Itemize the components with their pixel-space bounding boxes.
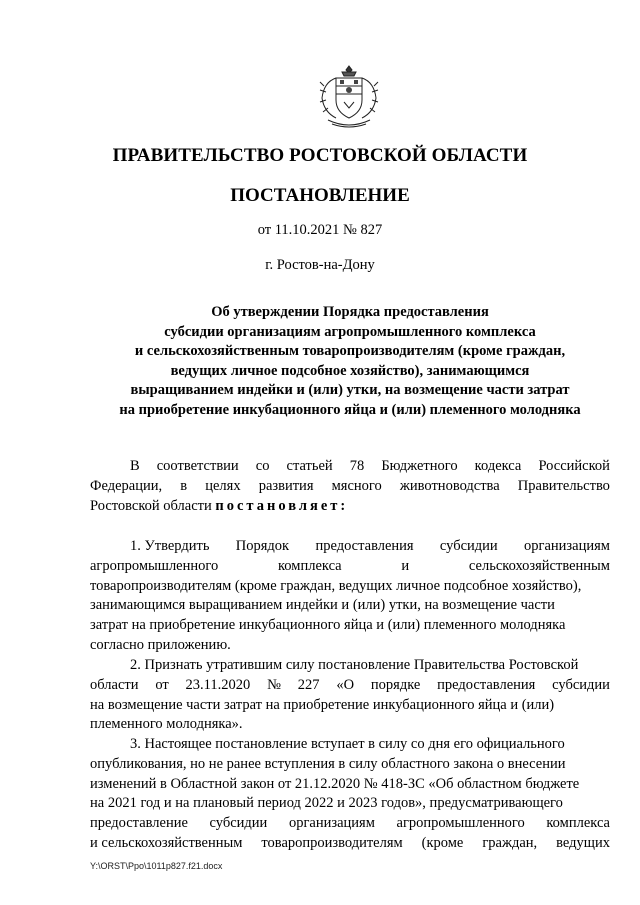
item-3-paragraph <box>90 735 610 854</box>
document-title <box>80 303 620 420</box>
text-line: области от 23.11.2020 № 227 «О порядке предоставления субсидии <box>90 676 610 693</box>
government-heading: ПРАВИТЕЛЬСТВО РОСТОВСКОЙ ОБЛАСТИ <box>112 145 528 166</box>
text-line: и сельскохозяйственным товаропроизводителям (кроме граждан, ведущих <box>90 834 610 851</box>
title-line: и сельскохозяйственным товаропроизводителям (кроме граждан, <box>134 343 566 359</box>
text-line: изменений в Областной закон от 21.12.2020 № 418-ЗС «Об областном бюджете <box>90 775 580 792</box>
title-line: Об утверждении Порядка предоставления <box>211 304 489 320</box>
title-line: на приобретение инкубационного яйца и (или) племенного молодняка <box>119 401 581 418</box>
text-line: предоставление субсидии организациям агропромышленного комплекса <box>90 815 610 832</box>
coat-of-arms-icon <box>314 62 384 132</box>
resolves-word: постановляет: <box>215 497 349 514</box>
text-line: на 2021 год и на плановый период 2022 и 2023 годов», предусматривающего <box>90 795 563 812</box>
text-line: затрат на приобретение инкубационного яйца и (или) племенного молодняка <box>90 617 566 634</box>
text-line: опубликования, но не ранее вступления в силу областного закона о внесении <box>90 755 566 772</box>
text-line: В соответствии со статьей 78 Бюджетного кодекса Российской <box>130 458 610 474</box>
text-line: 1. Утвердить Порядок предоставления субсидии организациям <box>130 538 610 554</box>
preamble-paragraph <box>90 457 610 516</box>
text-line: 2. Признать утратившим силу постановление Правительства Ростовской <box>130 657 579 673</box>
text-line: товаропроизводителям (кроме граждан, ведущих личное подсобное хозяйство), <box>90 577 582 594</box>
text-line: Ростовской области постановляет: <box>90 497 610 517</box>
title-line: субсидии организациям агропромышленного комплекса <box>164 323 536 340</box>
date-and-number: от 11.10.2021 № 827 <box>257 222 383 238</box>
title-line: ведущих личное подсобное хозяйство), занимающимся <box>170 362 530 379</box>
text-line: Федерации, в целях развития мясного животноводства Правительство <box>90 477 610 494</box>
title-line: выращиванием индейки и (или) утки, на возмещение части затрат <box>130 382 570 398</box>
text-line: 3. Настоящее постановление вступает в силу со дня его официального <box>130 736 565 752</box>
text-line: занимающимся выращиванием индейки и (или) утки, на возмещение части <box>90 597 555 614</box>
item-1-paragraph <box>90 537 610 656</box>
text-line: племенного молодняка». <box>90 716 243 733</box>
text-line: на возмещение части затрат на приобретение инкубационного яйца и (или) <box>90 696 555 713</box>
file-path-footer: Y:\ORST\Ppo\1011p827.f21.docx <box>90 861 223 871</box>
item-2-paragraph <box>90 656 610 735</box>
text-line: согласно приложению. <box>90 636 231 653</box>
text-line: агропромышленного комплекса и сельскохозяйственным <box>90 557 610 574</box>
city: г. Ростов-на-Дону <box>265 257 375 273</box>
document-type: ПОСТАНОВЛЕНИЕ <box>230 185 410 206</box>
